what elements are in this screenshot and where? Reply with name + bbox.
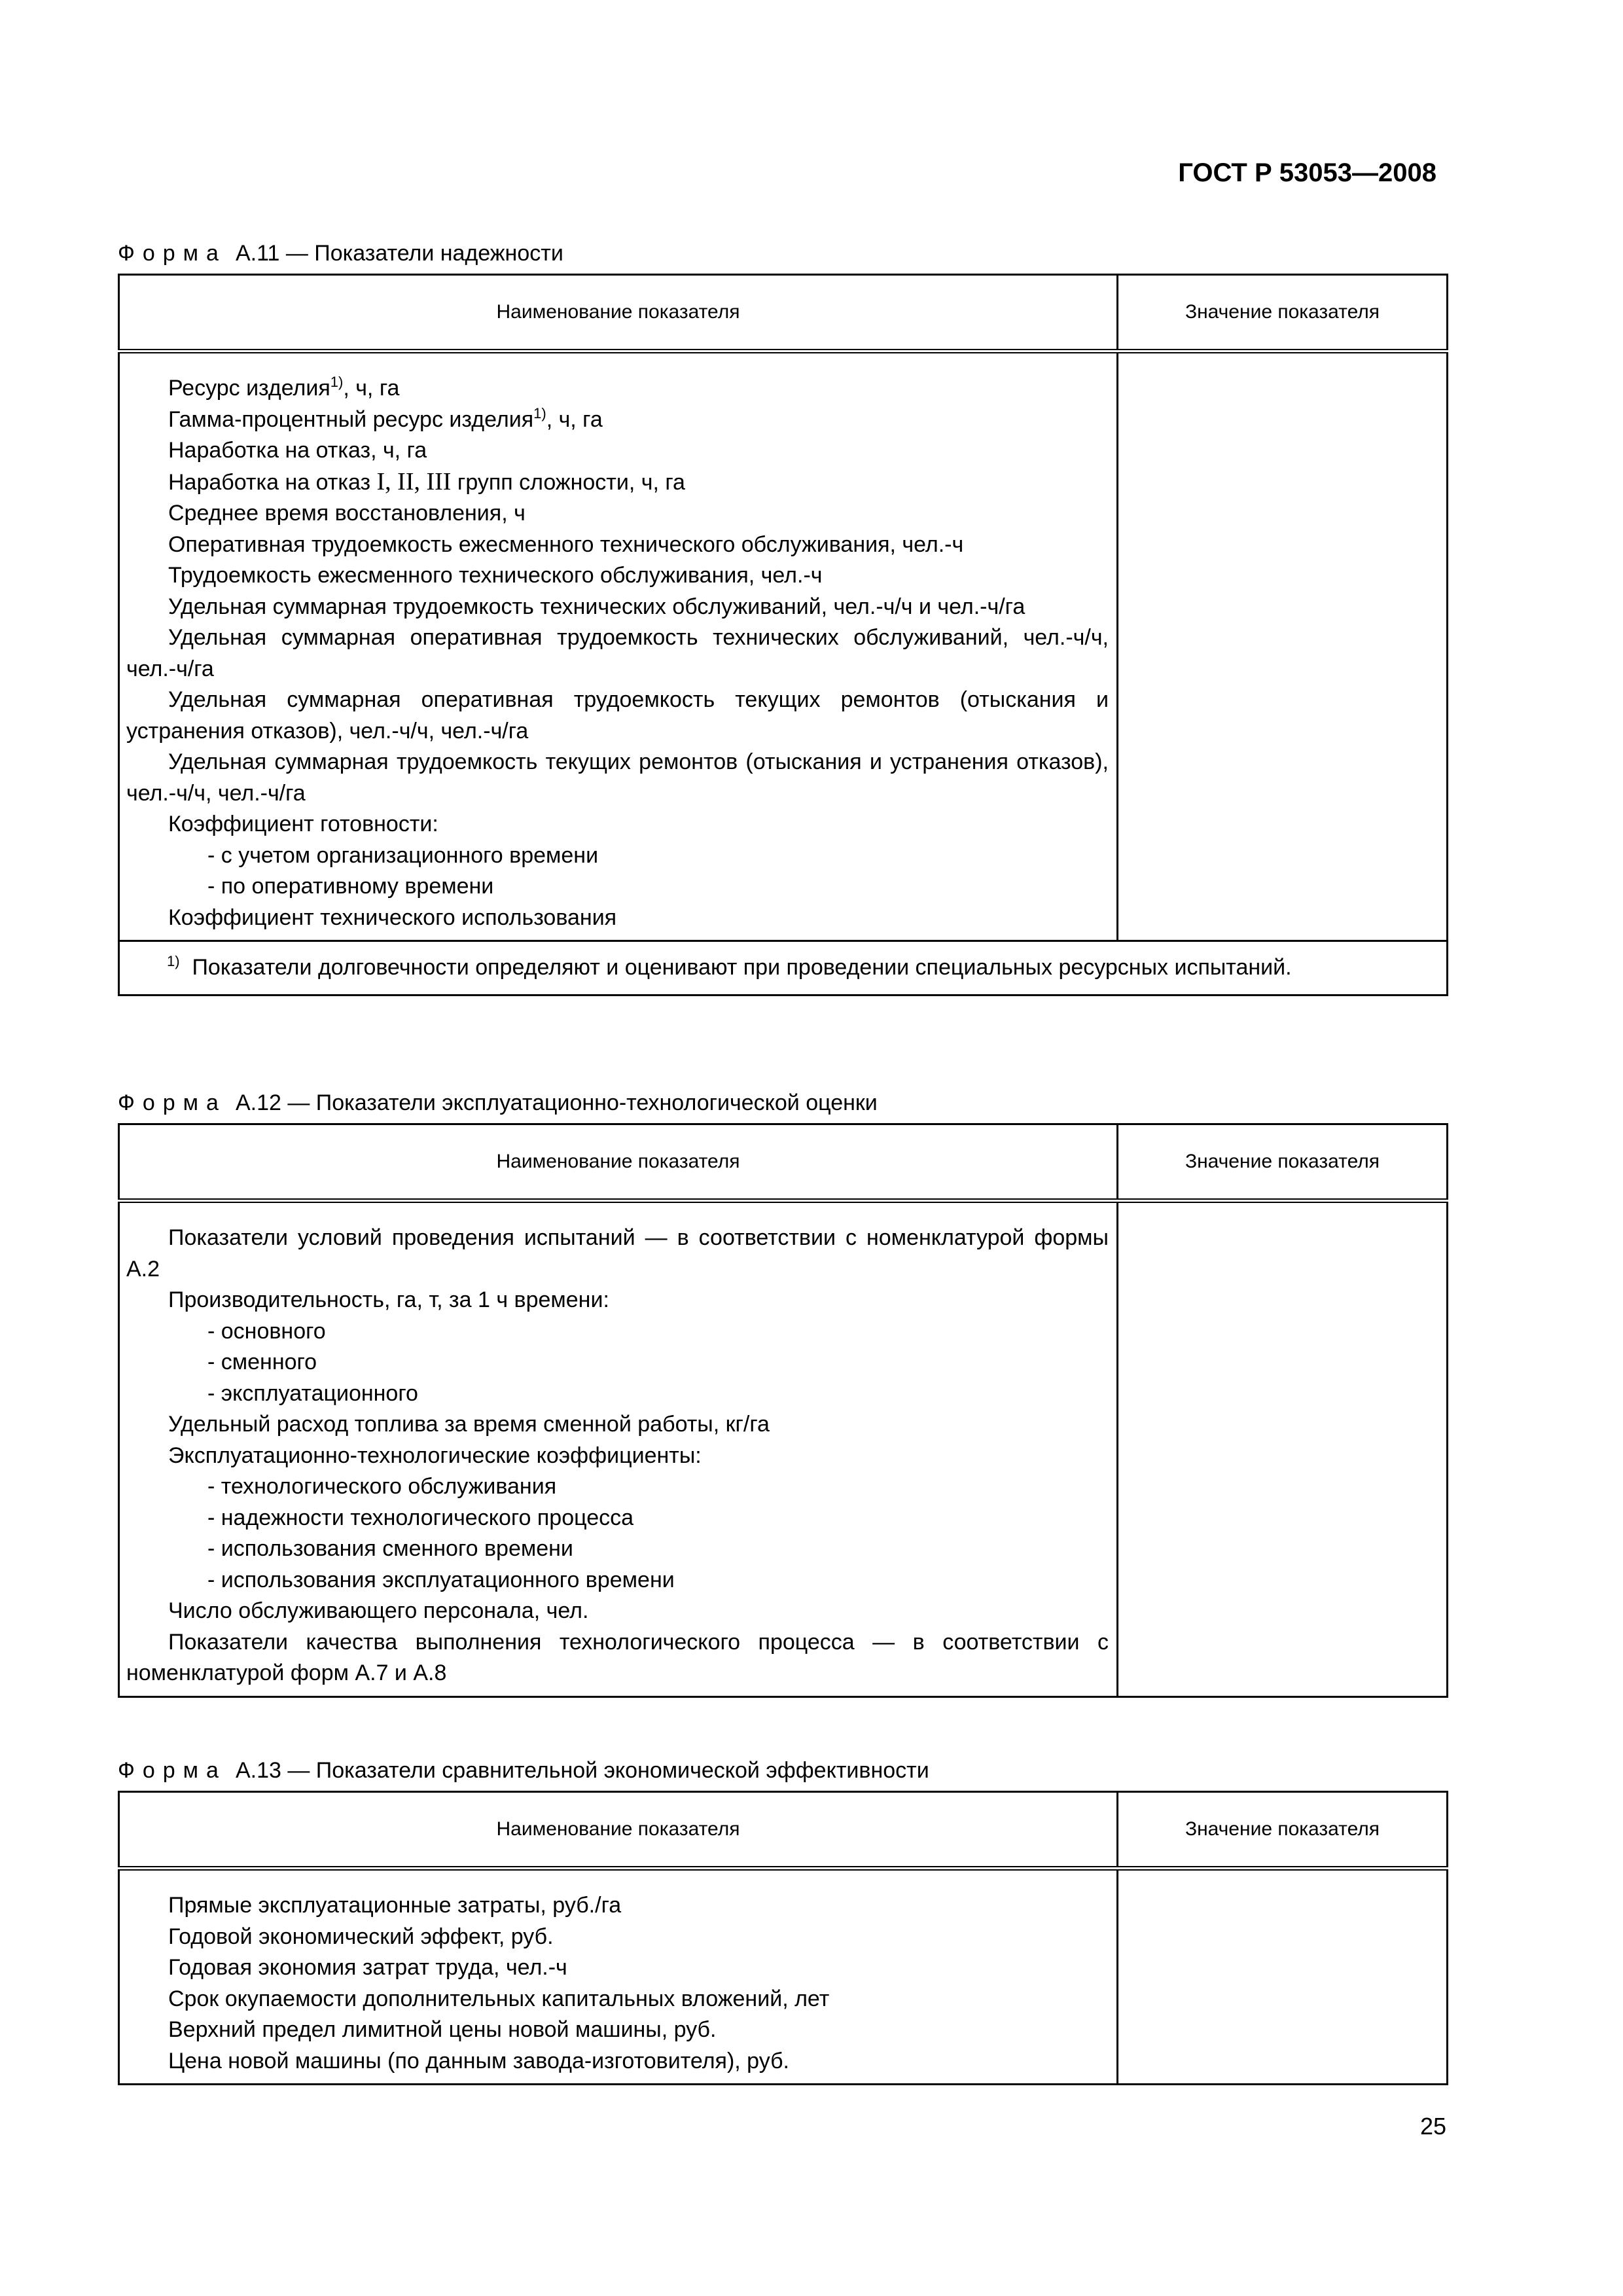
indicator-list (119, 1869, 1118, 2085)
indicator-value-cell (1118, 351, 1448, 941)
form-label: Форма (118, 1090, 226, 1115)
column-header-value: Значение показателя (1118, 275, 1448, 351)
form-a11-table (118, 274, 1448, 996)
column-header-value: Значение показателя (1118, 1124, 1448, 1201)
indicator-item: Годовой экономический эффект, руб. (168, 1924, 554, 1949)
indicator-value-cell (1118, 1201, 1448, 1697)
indicator-item: Наработка на отказ I, II, III групп сложности, ч, га (168, 467, 685, 495)
indicator-item: Коэффициент готовности: (168, 812, 438, 836)
indicator-subitem: - технологического обслуживания (207, 1474, 557, 1499)
indicator-subitem: - по оперативному времени (207, 874, 494, 899)
indicator-item: Показатели качества выполнения технологического процесса — в соответствии с номенклатурой форм А.7 и А.8 (126, 1629, 1109, 1685)
form-title-text: А.11 — Показатели надежности (235, 241, 563, 266)
footnote (119, 941, 1448, 996)
column-header-value: Значение показателя (1118, 1792, 1448, 1869)
footnote-text: Показатели долговечности определяют и оценивают при проведении специальных ресурсных испытаний. (192, 955, 1292, 980)
column-header-name: Наименование показателя (119, 1792, 1118, 1869)
indicator-item: Удельная суммарная оперативная трудоемкость текущих ремонтов (отыскания и устранения отказов), чел.-ч/ч, чел.-ч/га (126, 687, 1109, 744)
page-number: 25 (1419, 2113, 1446, 2140)
indicator-item: Удельный расход топлива за время сменной работы, кг/га (168, 1412, 770, 1437)
indicator-item: Показатели условий проведения испытаний — в соответствии с номенклатурой формы А.2 (126, 1225, 1109, 1282)
form-label: Форма (118, 241, 226, 266)
indicator-item: Наработка на отказ, ч, га (168, 438, 427, 463)
form-title-text: А.13 — Показатели сравнительной экономической эффективности (235, 1758, 929, 1783)
indicator-item: Верхний предел лимитной цены новой машины, руб. (168, 2017, 717, 2042)
indicator-subitem: - сменного (207, 1350, 317, 1374)
indicator-subitem: - основного (207, 1318, 326, 1344)
column-header-name: Наименование показателя (119, 1124, 1118, 1201)
indicator-subitem: - с учетом организационного времени (207, 842, 599, 868)
indicator-item: Гамма-процентный ресурс изделия$^{1)}$, ч, га (168, 404, 603, 432)
indicator-item: Цена новой машины (по данным завода-изготовителя), руб. (168, 2048, 789, 2073)
form-a12-table (118, 1123, 1448, 1698)
indicator-item: Число обслуживающего персонала, чел. (168, 1598, 589, 1623)
form-a13-table (118, 1791, 1448, 2085)
form-a11-title (118, 241, 563, 266)
form-title-text: А.12 — Показатели эксплуатационно-технологической оценки (235, 1090, 878, 1115)
indicator-item: Срок окупаемости дополнительных капитальных вложений, лет (168, 1986, 830, 2011)
indicator-list (119, 1201, 1118, 1697)
indicator-subitem: - надежности технологического процесса (207, 1505, 634, 1530)
indicator-item: Удельная суммарная трудоемкость текущих ремонтов (отыскания и устранения отказов), чел.-ч/ч, чел.-ч/га (126, 749, 1109, 806)
indicator-item: Удельная суммарная трудоемкость технических обслуживаний, чел.-ч/ч и чел.-ч/га (168, 594, 1026, 619)
indicator-item: Прямые эксплуатационные затраты, руб./га (168, 1893, 622, 1918)
indicator-item: Ресурс изделия$^{1)}$, ч, га (168, 374, 400, 401)
indicator-item: Среднее время восстановления, ч (168, 501, 526, 526)
form-a13-title (118, 1758, 929, 1784)
indicator-item: Трудоемкость ежесменного технического обслуживания, чел.-ч (168, 563, 823, 588)
indicator-item: Эксплуатационно-технологические коэффициенты: (168, 1443, 702, 1468)
form-label: Форма (118, 1758, 226, 1783)
indicator-subitem: - эксплуатационного (207, 1380, 418, 1406)
document-header: ГОСТ Р 53053—2008 (1178, 158, 1436, 187)
footnote-mark: 1) (167, 953, 180, 969)
indicator-list (119, 351, 1118, 941)
indicator-value-cell (1118, 1869, 1448, 2085)
column-header-name: Наименование показателя (119, 275, 1118, 351)
indicator-subitem: - использования сменного времени (207, 1536, 573, 1561)
form-a12-title (118, 1090, 878, 1116)
indicator-item: Производительность, га, т, за 1 ч времени: (168, 1287, 609, 1312)
indicator-subitem: - использования эксплуатационного времени (207, 1567, 675, 1592)
indicator-item: Удельная суммарная оперативная трудоемкость технических обслуживаний, чел.-ч/ч, чел.-ч/га (126, 625, 1109, 681)
indicator-item: Оперативная трудоемкость ежесменного технического обслуживания, чел.-ч (168, 531, 964, 557)
indicator-item: Коэффициент технического использования (168, 905, 617, 930)
indicator-item: Годовая экономия затрат труда, чел.-ч (168, 1955, 567, 1980)
